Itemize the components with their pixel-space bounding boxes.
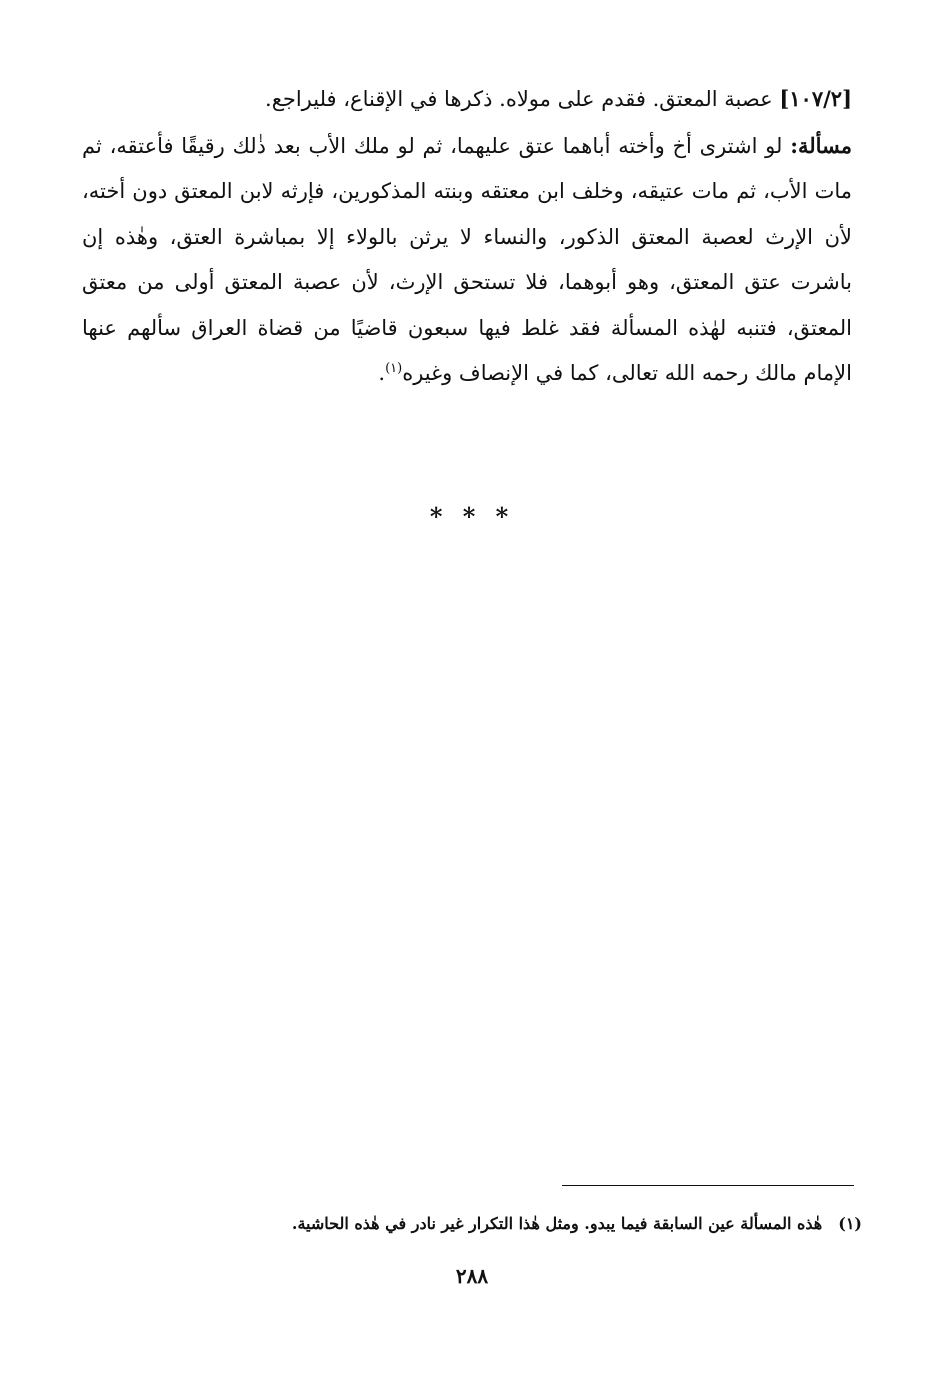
issue-term: مسألة: [790,132,852,158]
main-text [82,76,852,397]
opening-line [82,76,852,123]
footnote [100,1207,862,1241]
issue-paragraph [82,123,852,397]
issue-text: لو اشترى أخ وأخته أباهما عتق عليهما، ثم لو ملك الأب بعد ذٰلك رقيقًا فأعتقه، ثم مات الأب، ثم مات عتيقه، وخلف ابن معتقه وبنته المذكورين، فإرثه لابن المعتق دون أخته، لأن الإرث لعصبة المعتق الذكور، والنساء لا يرثن بالولاء إلا بمباشرة العتق، وهٰذه إن باشرت عتق المعتق، وهو أبوهما، فلا تستحق الإرث، لأن عصبة المعتق أولى من معتق المعتق، فتنبه لهٰذه المسألة فقد غلط فيها سبعون قاضيًا من قضاة العراق سألهم عنها الإمام مالك رحمه الله تعالى، كما في الإنصاف وغيره [82,133,852,385]
end-punctuation: . [378,361,386,385]
page-number: ٢٨٨ [455,1264,489,1288]
opening-sentence: عصبة المعتق. فقدم على مولاه. ذكرها في الإقناع، فليراجع. [265,87,773,111]
footnote-text: هٰذه المسألة عين السابقة فيما يبدو. ومثل هٰذا التكرار غير نادر في هٰذه الحاشية. [291,1214,823,1233]
footnote-number: (١) [838,1214,862,1233]
footnote-separator [562,1185,854,1186]
footnote-marker[interactable]: (١) [385,361,403,376]
page-reference-tag: [١٠٧/٢] [779,86,852,111]
section-divider-ornament: * * * [429,502,515,531]
